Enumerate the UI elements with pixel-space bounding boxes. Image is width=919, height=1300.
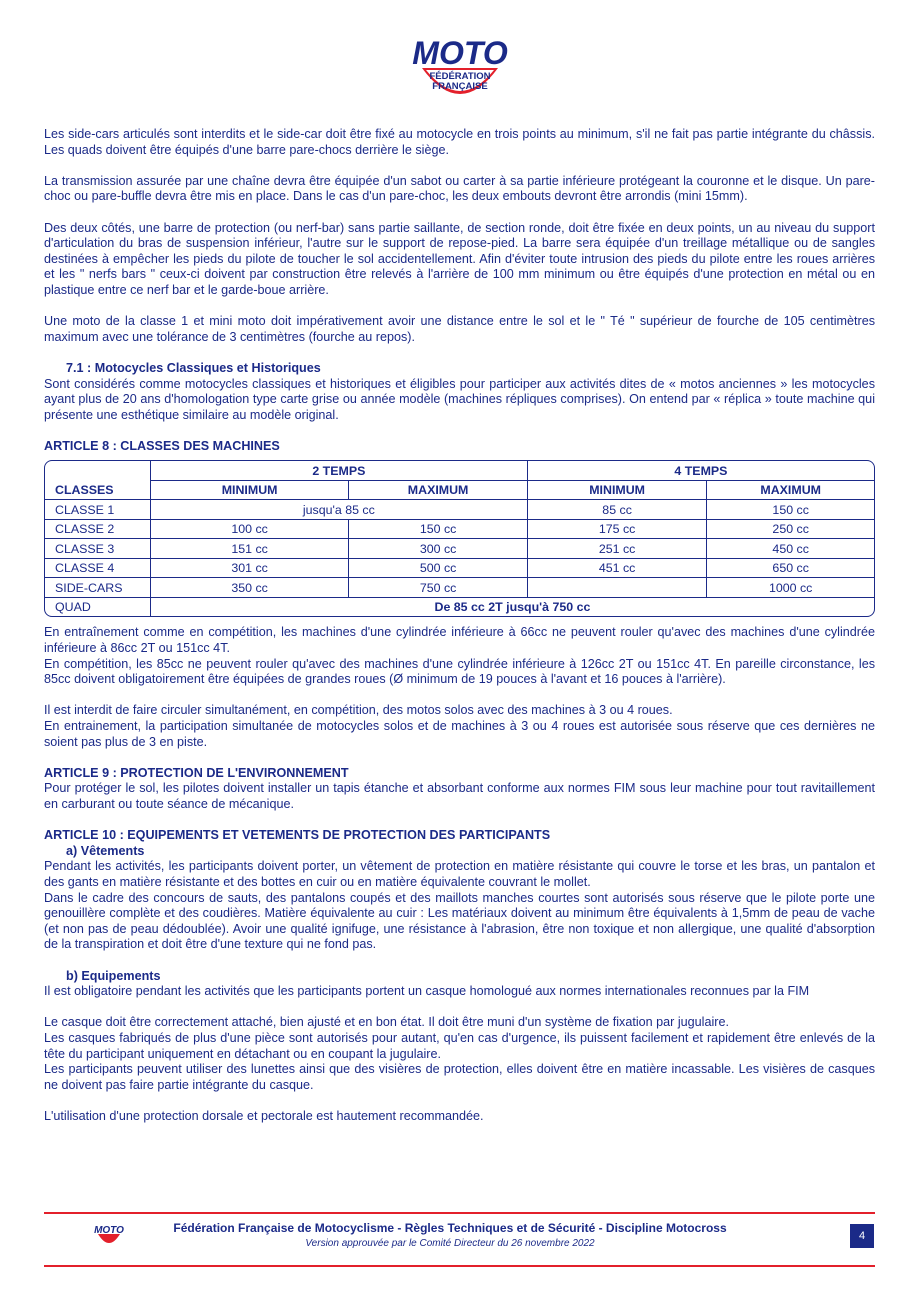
section-heading-equipements: b) Equipements	[66, 968, 161, 983]
paragraph-solo-ban: Il est interdit de faire circuler simultanément, en compétition, des motos solos avec des machines à 3 ou 4 roues.	[44, 703, 673, 718]
paragraph-85cc-rule: En compétition, les 85cc ne peuvent rouler qu'avec des machines d'une cylindrée inférieure à 126cc 2T ou 151cc 4T. En pareille circonstance, les 85cc doivent obligatoirement être équipées de grandes roues (Ø minimum de 19 pouces à l'avant et 16 pouces à l'arrière).	[44, 656, 875, 687]
article-9-heading: ARTICLE 9 : PROTECTION DE L'ENVIRONNEMENT	[44, 765, 349, 780]
table-cell-class: CLASSE 4	[45, 559, 151, 579]
footer-logo-graphic	[92, 1222, 126, 1248]
page-number: 4	[850, 1224, 874, 1248]
section-heading-vetements: a) Vêtements	[66, 843, 145, 858]
table-cell-class: CLASSE 1	[45, 500, 151, 520]
logo-word: MOTO	[412, 35, 508, 71]
paragraph-side-cars: Les side-cars articulés sont interdits et le side-car doit être fixé au motocycle en trois points au minimum, s'il ne fait pas partie intégrante du châssis. Les quads doivent être équipés d'une barre pare-chocs derrière le siège.	[44, 127, 875, 157]
paragraph-classe-1-height: Une moto de la classe 1 et mini moto doit impérativement avoir une distance entre le sol et le " Té " supérieur de fourche de 105 centimètres maximum avec une tolérance de 3 centimètres (fourche au repos).	[44, 314, 875, 344]
table-header-max-2t: MAXIMUM	[349, 481, 528, 501]
footer-divider-top	[44, 1212, 875, 1214]
paragraph-environment: Pour protéger le sol, les pilotes doivent installer un tapis étanche et absorbant conforme aux normes FIM sous leur machine pour tout ravitaillement en carburant ou toute séance de mécanique.	[44, 781, 875, 811]
table-row	[45, 539, 874, 559]
footer-title: Fédération Française de Motocyclisme - Règles Techniques et de Sécurité - Discipline Motocross	[173, 1221, 727, 1235]
table-header-min-2t: MINIMUM	[151, 481, 349, 501]
table-cell-max-2t: 150 cc	[349, 520, 528, 540]
footer-divider-bottom	[44, 1265, 875, 1267]
table-header-min-4t: MINIMUM	[528, 481, 708, 501]
document-body	[44, 127, 875, 1124]
paragraph-training-mixed: En entrainement, la participation simultanée de motocycles solos et de machines à 3 ou 4 roues est autorisée sous réserve que ces dernières ne soient pas plus de 3 en piste.	[44, 719, 875, 749]
table-header-4-temps: 4 TEMPS	[528, 461, 874, 481]
table-cell-quad-range: De 85 cc 2T jusqu'à 750 cc	[434, 600, 591, 615]
paragraph-nerf-bar: Des deux côtés, une barre de protection (ou nerf-bar) sans partie saillante, de section ronde, doit être fixée en deux points, un au niveau du support d'articulation du bras de suspension inférieur, l'autre sur le support de repose-pied. La barre sera équipée d'un treillage métallique ou de sangles destinées à empêcher les pieds du pilote de toucher le sol accidentellement. Afin d'éviter toute intrusion des pieds du pilote entre les roues arrières et les " nerfs bars " ceux-ci doivent par construction être relevés à l'arrière de 100 mm minimum ou être équipés d'une protection en métal ou en plastique entre ce nerf bar et le garde-boue arrière.	[44, 220, 875, 297]
footer-logo	[92, 1222, 126, 1248]
table-cell-max-2t: 500 cc	[349, 559, 528, 579]
paragraph-classic-motorcycles: Sont considérés comme motocycles classiques et historiques et éligibles pour participer aux activités dites de « motos anciennes » les motocycles ayant plus de 20 ans d'homologation type carte grise ou année modèle (machines répliques comprises). On entend par « réplica » toute machine qui présente une esthétique similaire au modèle original.	[44, 376, 875, 422]
footer-subtitle: Version approuvée par le Comité Directeur du 26 novembre 2022	[305, 1238, 595, 1249]
ffm-logo	[400, 28, 520, 108]
paragraph-clothing: Pendant les activités, les participants doivent porter, un vêtement de protection en matière résistante qui couvre le torse et les bras, un pantalon et des gants en matière résistante et des bottes en cuir ou en matière équivalente couvrant le mollet.	[44, 859, 875, 889]
machine-classes-table	[44, 460, 875, 617]
svg-text:FÉDÉRATION: FÉDÉRATION	[429, 71, 491, 82]
table-row	[45, 559, 874, 579]
paragraph-helmet-mandatory: Il est obligatoire pendant les activités que les participants portent un casque homologué aux normes internationales reconnues par la FIM	[44, 984, 810, 999]
table-cell-class: CLASSE 3	[45, 539, 151, 559]
table-cell-min-4t: 251 cc	[528, 539, 708, 559]
article-10-heading: ARTICLE 10 : EQUIPEMENTS ET VETEMENTS DE PROTECTION DES PARTICIPANTS	[44, 828, 551, 843]
paragraph-goggles: Les participants peuvent utiliser des lunettes ainsi que des visières de protection, elles doivent être en matière incassable. Les visières de casques ne doivent pas faire partie intégrante du casque.	[44, 1062, 875, 1092]
table-cell-max-2t: 750 cc	[349, 578, 528, 598]
table-row	[45, 500, 874, 520]
svg-text:MOTO: MOTO	[94, 1225, 124, 1236]
table-cell-min-2t: 350 cc	[151, 578, 349, 598]
table-header-row-groups	[45, 461, 874, 481]
table-cell-class: CLASSE 2	[45, 520, 151, 540]
table-cell-min-2t: 100 cc	[151, 520, 349, 540]
svg-text:FRANÇAISE: FRANÇAISE	[432, 81, 488, 92]
table-cell-min-4t: 451 cc	[528, 559, 708, 579]
section-heading-7-1: 7.1 : Motocycles Classiques et Historiques	[66, 360, 321, 375]
paragraph-helmet-fastening: Le casque doit être correctement attaché, bien ajusté et en bon état. Il doit être muni d'un système de fixation par jugulaire.	[44, 1015, 729, 1030]
table-cell-max-4t: 650 cc	[707, 559, 874, 579]
table-cell-max-2t: 300 cc	[349, 539, 528, 559]
table-cell-min-2t: 301 cc	[151, 559, 349, 579]
ffm-logo-graphic	[400, 28, 520, 108]
table-cell-max-4t: 250 cc	[707, 520, 874, 540]
table-cell-class: SIDE-CARS	[45, 578, 151, 598]
paragraph-transmission: La transmission assurée par une chaîne devra être équipée d'un sabot ou carter à sa partie inférieure protégeant la couronne et le disque. Un pare-choc ou pare-buffle devra être mis en place. Dans le cas d'un pare-choc, les deux embouts devront être arrondis (mini 15mm).	[44, 173, 875, 204]
table-cell-max-4t: 450 cc	[707, 539, 874, 559]
table-header-row-minmax	[45, 481, 874, 501]
article-8-heading: ARTICLE 8 : CLASSES DES MACHINES	[44, 438, 280, 453]
paragraph-multi-piece-helmet: Les casques fabriqués de plus d'une pièce sont autorisés pour autant, qu'en cas d'urgence, ils puissent facilement et rapidement être enlevés de la tête du participant uniquement en détachant ou en coupant la jugulaire.	[44, 1030, 875, 1061]
paragraph-jump-contest: Dans le cadre des concours de sauts, des pantalons coupés et des maillots manches courtes sont autorisés sous réserve que le pilote porte une genouillère complète et des coudières. Matière équivalente au cuir : Les matériaux doivent au minimum être équivalents à 1,5mm de peau de vache (et non pas de peau dédoublée). Avoir une qualité ignifuge, une résistance à l'abrasion, être non toxique et non allergique, une qualité d'absorption de la transpiration et doit être d'une texture qui ne fond pas.	[44, 890, 875, 952]
table-header-max-4t: MAXIMUM	[707, 481, 874, 501]
table-cell-min-4t: 175 cc	[528, 520, 708, 540]
table-cell-class: QUAD	[45, 598, 151, 617]
paragraph-66cc-rule: En entraînement comme en compétition, les machines d'une cylindrée inférieure à 66cc ne peuvent rouler qu'avec des machines d'une cylindrée inférieure à 86cc 2T ou 151cc 4T.	[44, 625, 875, 656]
table-cell-min-4t	[528, 578, 708, 598]
paragraph-back-protection: L'utilisation d'une protection dorsale et pectorale est hautement recommandée.	[44, 1108, 484, 1123]
table-row	[45, 520, 874, 540]
table-cell-min-4t: 85 cc	[528, 500, 708, 520]
table-cell-max-4t: 1000 cc	[707, 578, 874, 598]
table-cell-max-4t: 150 cc	[707, 500, 874, 520]
table-row	[45, 598, 874, 617]
table-row	[45, 578, 874, 598]
table-header-2-temps: 2 TEMPS	[151, 461, 528, 481]
table-cell-min-2t: 151 cc	[151, 539, 349, 559]
table-header-classes: CLASSES	[45, 461, 151, 500]
table-cell-2t-range: jusqu'a 85 cc	[151, 500, 528, 520]
